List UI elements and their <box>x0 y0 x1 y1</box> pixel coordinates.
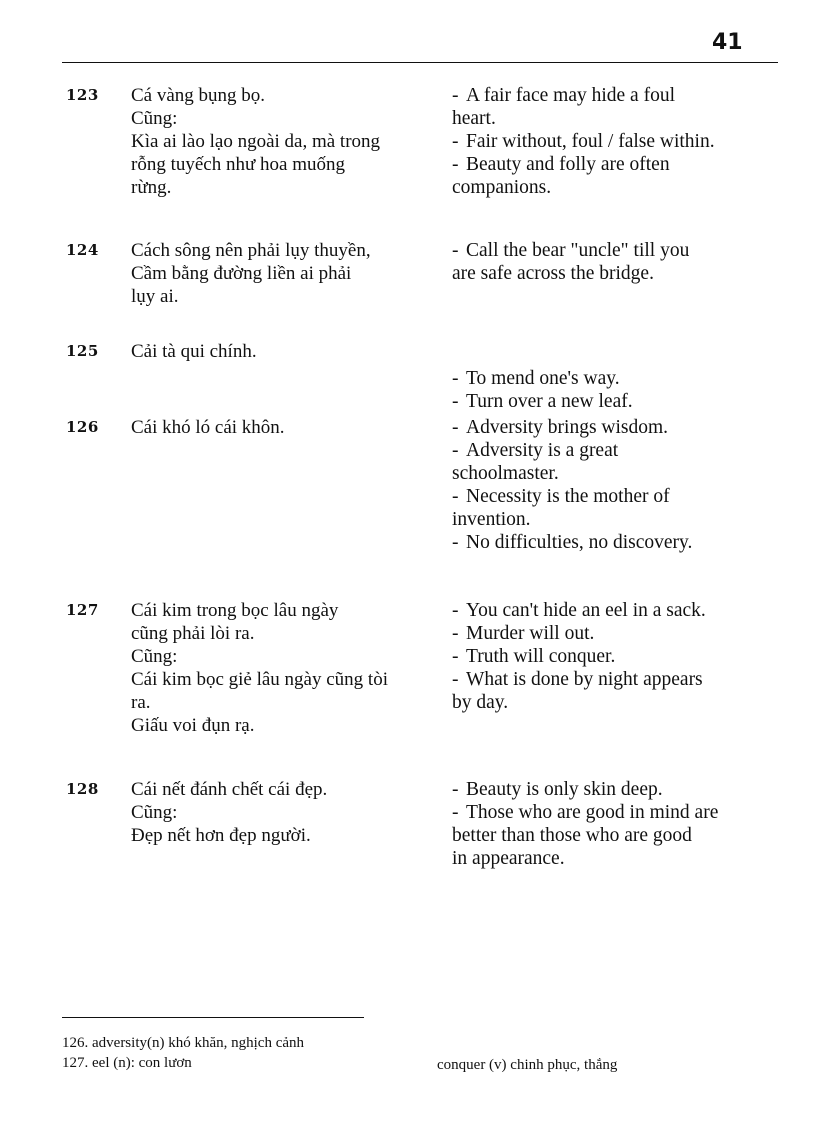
english-line: What is done by night appears <box>466 669 703 690</box>
page-number: 41 <box>712 30 743 55</box>
english-line: Call the bear "uncle" till you <box>466 240 690 261</box>
dash-bullet: - <box>452 131 459 152</box>
footnote-rule <box>62 1017 364 1018</box>
footnote-127: 127. eel (n): con lươn <box>62 1055 192 1071</box>
english-line: Adversity is a great <box>466 440 619 461</box>
dash-bullet: - <box>452 486 459 507</box>
english-line: invention. <box>452 509 531 530</box>
dash-bullet: - <box>452 85 459 106</box>
english-equivalents <box>452 599 802 714</box>
dash-bullet: - <box>452 779 459 800</box>
english-equivalent <box>452 84 802 130</box>
dash-bullet: - <box>452 646 459 667</box>
english-equivalents <box>452 416 802 554</box>
vietnamese-line: Cũng: <box>131 802 178 823</box>
english-line: are safe across the bridge. <box>452 263 654 284</box>
english-equivalent <box>452 153 802 199</box>
vietnamese-proverb <box>131 599 449 737</box>
english-line: You can't hide an eel in a sack. <box>466 600 706 621</box>
english-equivalent <box>452 416 802 439</box>
vietnamese-line: Cá vàng bụng bọ. <box>131 85 266 106</box>
vietnamese-line: Cái kim bọc giẻ lâu ngày cũng tòi <box>131 669 388 690</box>
english-equivalents <box>452 84 802 199</box>
footnote-126: 126. adversity(n) khó khăn, nghịch cảnh <box>62 1035 305 1051</box>
vietnamese-line: Kìa ai lào lạo ngoài da, mà trong <box>131 131 381 152</box>
footnote-127-conquer: conquer (v) chinh phục, thắng <box>437 1057 618 1073</box>
english-equivalent <box>452 531 802 554</box>
english-equivalent <box>452 645 802 668</box>
vietnamese-line: Giấu voi đụn rạ. <box>131 715 255 736</box>
english-line: Those who are good in mind are <box>466 802 719 823</box>
entry-number: 127 <box>66 601 99 619</box>
vietnamese-proverb <box>131 340 449 363</box>
english-equivalent <box>452 668 802 714</box>
dash-bullet: - <box>452 623 459 644</box>
english-equivalent <box>452 367 802 390</box>
vietnamese-line: rỗng tuyếch như hoa muống <box>131 154 345 175</box>
english-equivalents <box>452 239 802 285</box>
english-equivalent <box>452 485 802 531</box>
english-line: No difficulties, no discovery. <box>466 532 693 553</box>
english-line: A fair face may hide a foul <box>466 85 675 106</box>
english-equivalent <box>452 390 802 413</box>
entry-number: 123 <box>66 86 99 104</box>
entry-number: 128 <box>66 780 99 798</box>
english-equivalents <box>452 367 802 413</box>
english-line: heart. <box>452 108 496 129</box>
english-line: by day. <box>452 692 509 713</box>
entry-number: 124 <box>66 241 99 259</box>
vietnamese-proverb <box>131 416 449 439</box>
vietnamese-line: Cái khó ló cái khôn. <box>131 417 285 438</box>
vietnamese-line: Cũng: <box>131 646 178 667</box>
entry-number: 126 <box>66 418 99 436</box>
vietnamese-line: Cầm bằng đường liền ai phải <box>131 263 352 284</box>
english-line: in appearance. <box>452 848 565 869</box>
vietnamese-line: rừng. <box>131 177 172 198</box>
english-equivalent <box>452 599 802 622</box>
dash-bullet: - <box>452 417 459 438</box>
vietnamese-proverb <box>131 84 449 199</box>
english-equivalent <box>452 439 802 485</box>
english-line: Necessity is the mother of <box>466 486 670 507</box>
dash-bullet: - <box>452 240 459 261</box>
english-line: Beauty is only skin deep. <box>466 779 663 800</box>
dash-bullet: - <box>452 154 459 175</box>
english-line: Turn over a new leaf. <box>466 391 633 412</box>
vietnamese-proverb <box>131 778 449 847</box>
dash-bullet: - <box>452 669 459 690</box>
english-line: better than those who are good <box>452 825 692 846</box>
english-line: Beauty and folly are often <box>466 154 670 175</box>
english-line: schoolmaster. <box>452 463 559 484</box>
vietnamese-line: Cái kim trong bọc lâu ngày <box>131 600 339 621</box>
english-equivalents <box>452 778 802 870</box>
vietnamese-line: ra. <box>131 692 151 713</box>
english-line: Murder will out. <box>466 623 595 644</box>
english-line: Truth will conquer. <box>466 646 616 667</box>
dash-bullet: - <box>452 532 459 553</box>
dash-bullet: - <box>452 440 459 461</box>
vietnamese-line: Cải tà qui chính. <box>131 341 257 362</box>
english-line: To mend one's way. <box>466 368 620 389</box>
english-line: Adversity brings wisdom. <box>466 417 669 438</box>
dash-bullet: - <box>452 802 459 823</box>
vietnamese-line: Cái nết đánh chết cái đẹp. <box>131 779 328 800</box>
english-equivalent <box>452 239 802 285</box>
english-equivalent <box>452 130 802 153</box>
english-line: Fair without, foul / false within. <box>466 131 715 152</box>
vietnamese-line: cũng phải lòi ra. <box>131 623 255 644</box>
vietnamese-line: lụy ai. <box>131 286 179 307</box>
vietnamese-line: Đẹp nết hơn đẹp người. <box>131 825 311 846</box>
header-rule <box>62 62 778 63</box>
entry-number: 125 <box>66 342 99 360</box>
english-equivalent <box>452 778 802 801</box>
vietnamese-line: Cũng: <box>131 108 178 129</box>
english-line: companions. <box>452 177 552 198</box>
english-equivalent <box>452 622 802 645</box>
dash-bullet: - <box>452 600 459 621</box>
vietnamese-line: Cách sông nên phải lụy thuyền, <box>131 240 371 261</box>
english-equivalent <box>452 801 802 870</box>
dash-bullet: - <box>452 368 459 389</box>
dash-bullet: - <box>452 391 459 412</box>
vietnamese-proverb <box>131 239 449 308</box>
